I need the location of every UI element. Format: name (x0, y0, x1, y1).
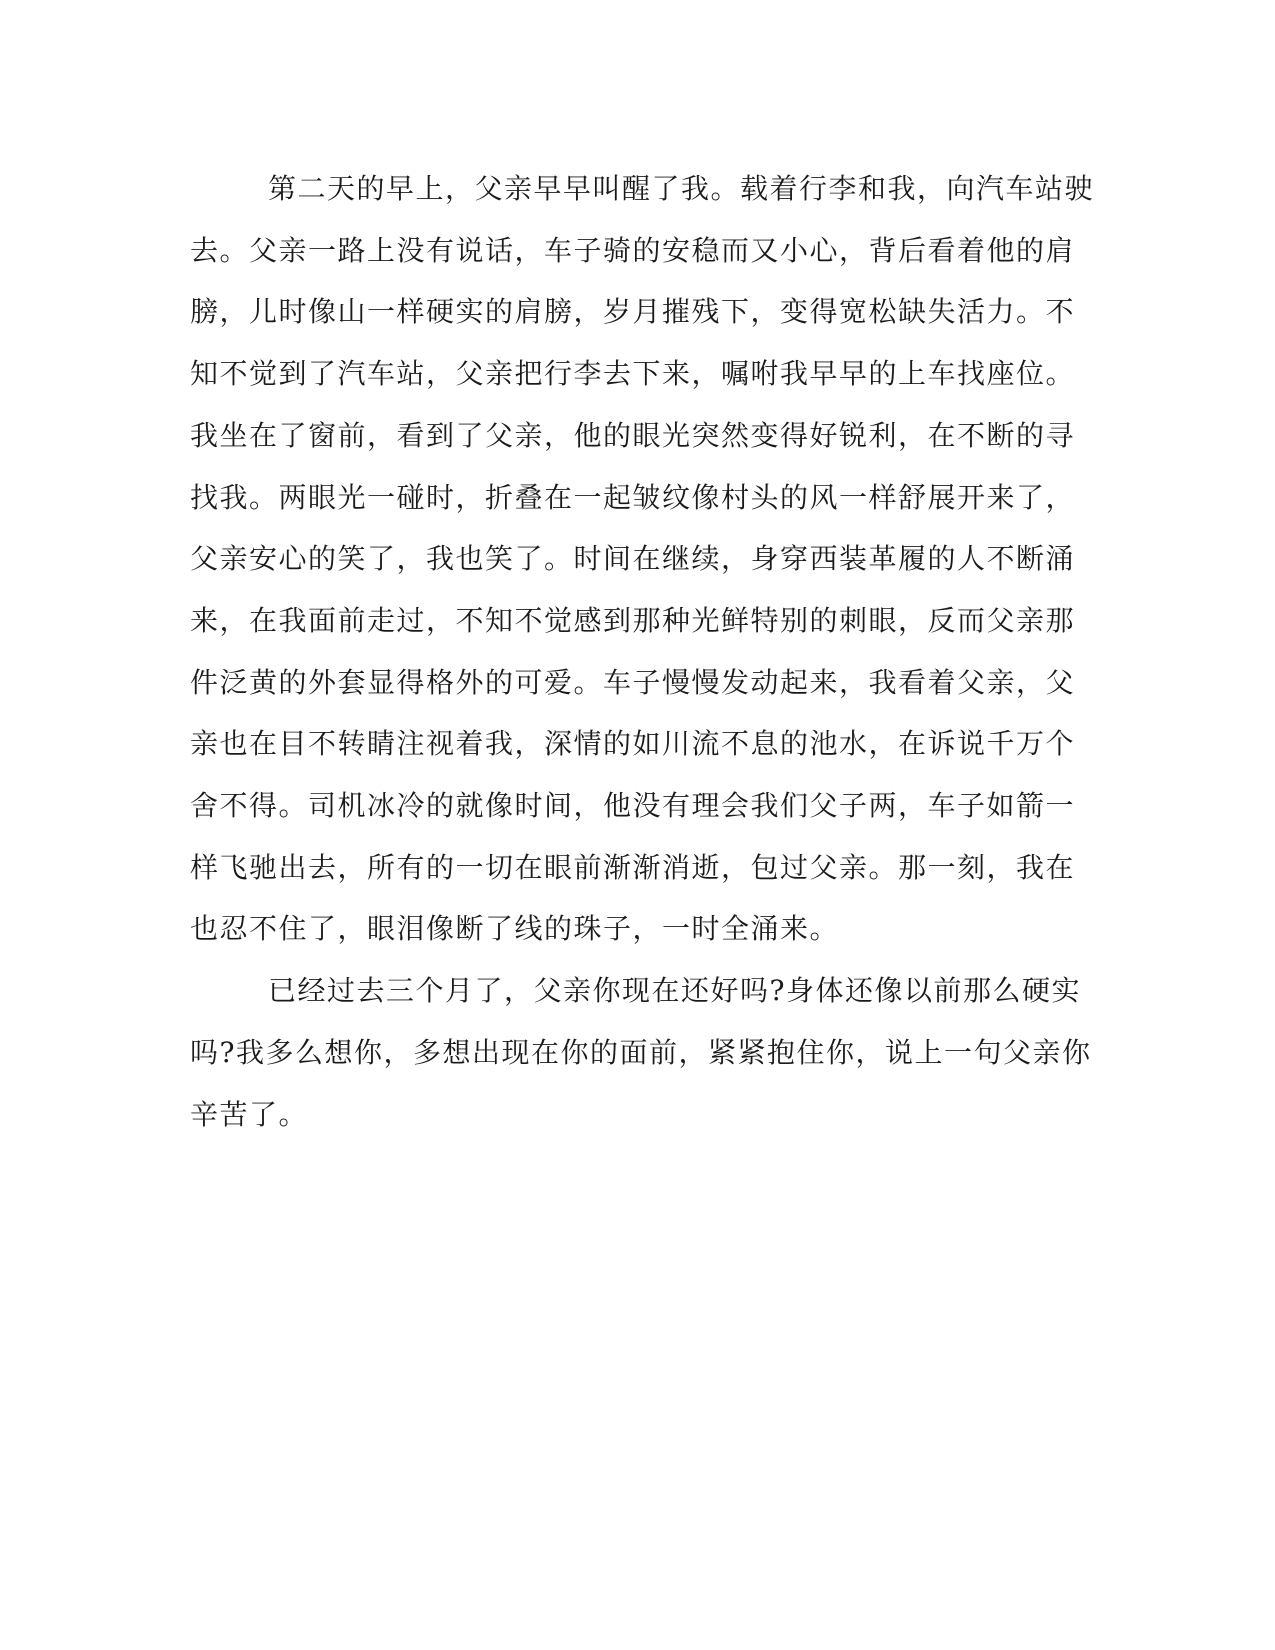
paragraph-line: 亲也在目不转睛注视着我，深情的如川流不息的池水，在诉说千万个 (190, 727, 1076, 761)
paragraph-line: 我坐在了窗前，看到了父亲，他的眼光突然变得好锐利，在不断的寻 (190, 418, 1076, 452)
paragraph-1 (190, 158, 1095, 960)
paragraph-line: 也忍不住了，眼泪像断了线的珠子，一时全涌来。 (190, 912, 840, 946)
paragraph-line: 找我。两眼光一碰时，折叠在一起皱纹像村头的风一样舒展开来了， (190, 480, 1076, 514)
paragraph-line: 吗?我多么想你，多想出现在你的面前，紧紧抱住你，说上一句父亲你 (190, 1035, 1092, 1069)
paragraph-line: 第二天的早上，父亲早早叫醒了我。载着行李和我，向汽车站驶 (268, 172, 1095, 205)
document-body (190, 158, 1095, 1145)
paragraph-line: 知不觉到了汽车站，父亲把行李去下来，嘱咐我早早的上车找座位。 (190, 357, 1076, 391)
paragraph-2 (190, 960, 1092, 1145)
paragraph-line: 来，在我面前走过，不知不觉感到那种光鲜特别的刺眼，反而父亲那 (190, 603, 1076, 637)
paragraph-line: 件泛黄的外套显得格外的可爱。车子慢慢发动起来，我看着父亲，父 (190, 665, 1076, 699)
paragraph-line: 去。父亲一路上没有说话，车子骑的安稳而又小心，背后看着他的肩 (190, 233, 1076, 267)
paragraph-line: 父亲安心的笑了，我也笑了。时间在继续，身穿西装革履的人不断涌 (190, 542, 1076, 576)
paragraph-line: 膀，儿时像山一样硬实的肩膀，岁月摧残下，变得宽松缺失活力。不 (190, 295, 1076, 329)
paragraph-line: 样飞驰出去，所有的一切在眼前渐渐消逝，包过父亲。那一刻，我在 (190, 850, 1076, 884)
paragraph-line: 辛苦了。 (190, 1097, 309, 1131)
paragraph-line: 已经过去三个月了，父亲你现在还好吗?身体还像以前那么硬实 (268, 974, 1082, 1008)
paragraph-line: 舍不得。司机冰冷的就像时间，他没有理会我们父子两，车子如箭一 (190, 789, 1076, 823)
